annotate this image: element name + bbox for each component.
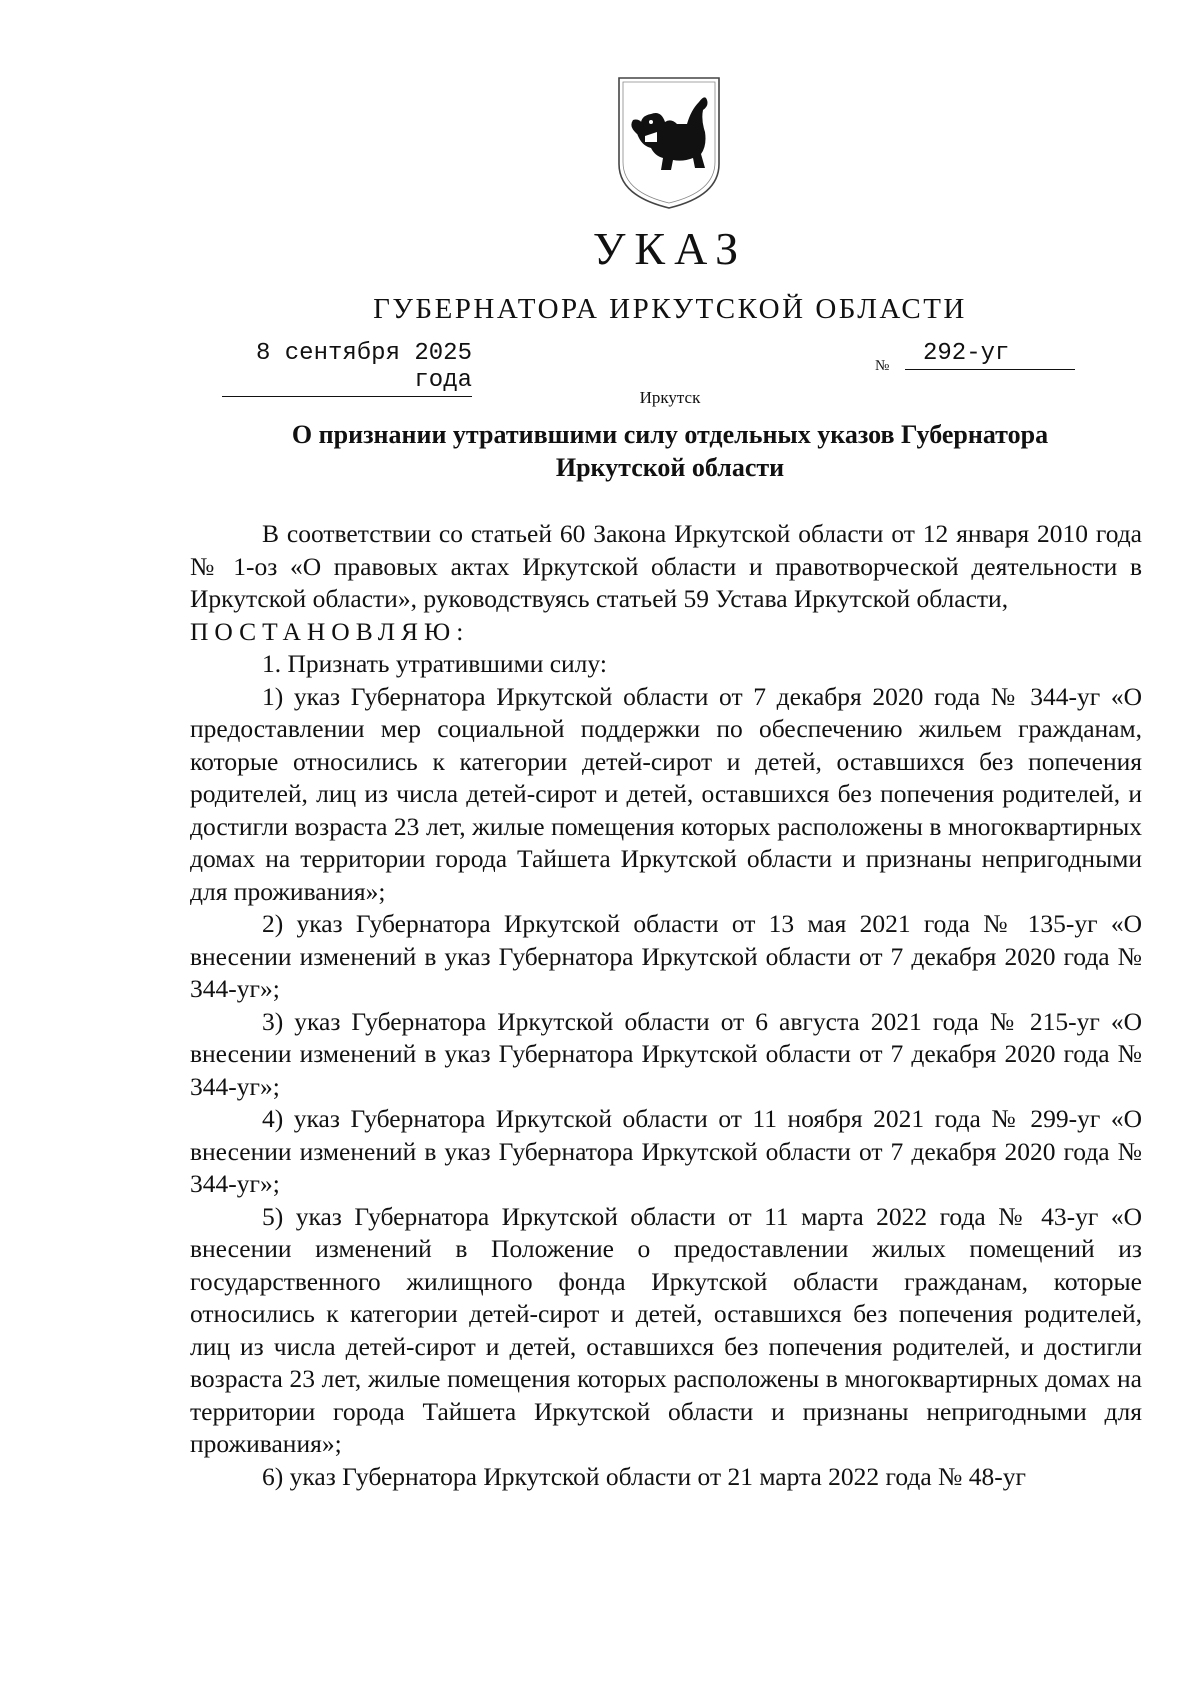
document-title: УКАЗ bbox=[592, 223, 748, 274]
document-heading: О признании утратившими силу отдельных указов Губернатора Иркутской области bbox=[291, 420, 1049, 482]
list-item: 1) указ Губернатора Иркутской области от 7 декабря 2020 года № 344-уг «О предоставлении мер социальной поддержки по обеспечению жильем гражданам, которые относились к категории детей-сирот и детей, оставшихся без попечения родителей, лиц из числа детей-сирот и детей, оставшихся без попечения родителей, и достигли возраста 23 лет, жилые помещения которых расположены в многоквартирных домах на территории города Тайшета Иркутской области и признаны непригодными для проживания»; bbox=[190, 681, 1142, 906]
list-item: 3) указ Губернатора Иркутской области от 6 августа 2021 года № 215-уг «О внесении изменений в указ Губернатора Иркутской области от 7 декабря 2020 года № 344-уг»; bbox=[190, 1006, 1142, 1101]
document-body bbox=[190, 518, 1142, 1493]
decree-word: ПОСТАНОВЛЯЮ: bbox=[190, 616, 470, 646]
list-item: 5) указ Губернатора Иркутской области от 11 марта 2022 года № 43-уг «О внесении изменений в Положение о предоставлении жилых помещений из государственного жилищного фонда Иркутской области гражданам, которые относились к категории детей-сирот и детей, оставшихся без попечения родителей, лиц из числа детей-сирот и детей, оставшихся без попечения родителей, и достигли возраста 23 лет, жилые помещения которых расположены в многоквартирных домах на территории города Тайшета Иркутской области и признаны непригодными для проживания»; bbox=[190, 1201, 1142, 1458]
document-date: 8 сентября 2025 года bbox=[222, 340, 472, 397]
list-item: 6) указ Губернатора Иркутской области от 21 марта 2022 года № 48-уг bbox=[262, 1461, 1026, 1491]
document-issuer: ГУБЕРНАТОРА ИРКУТСКОЙ ОБЛАСТИ bbox=[373, 293, 967, 325]
document-city: Иркутск bbox=[639, 388, 701, 407]
number-sign: № bbox=[875, 358, 890, 374]
document-number: 292-уг bbox=[905, 340, 1075, 370]
preamble-paragraph: В соответствии со статьей 60 Закона Иркутской области от 12 января 2010 года № 1-оз «О правовых актах Иркутской области и правотворческой деятельности в Иркутской области», руководствуясь статьей 59 Устава Иркутской области, bbox=[190, 519, 1142, 613]
irkutsk-coat-of-arms-icon bbox=[615, 72, 723, 212]
list-item: 2) указ Губернатора Иркутской области от 13 мая 2021 года № 135-уг «О внесении изменений в указ Губернатора Иркутской области от 7 декабря 2020 года № 344-уг»; bbox=[190, 909, 1142, 1003]
list-item: 4) указ Губернатора Иркутской области от 11 ноября 2021 года № 299-уг «О внесении изменений в указ Губернатора Иркутской области от 7 декабря 2020 года № 344-уг»; bbox=[190, 1104, 1142, 1198]
clause-1: 1. Признать утратившими силу: bbox=[262, 649, 607, 678]
